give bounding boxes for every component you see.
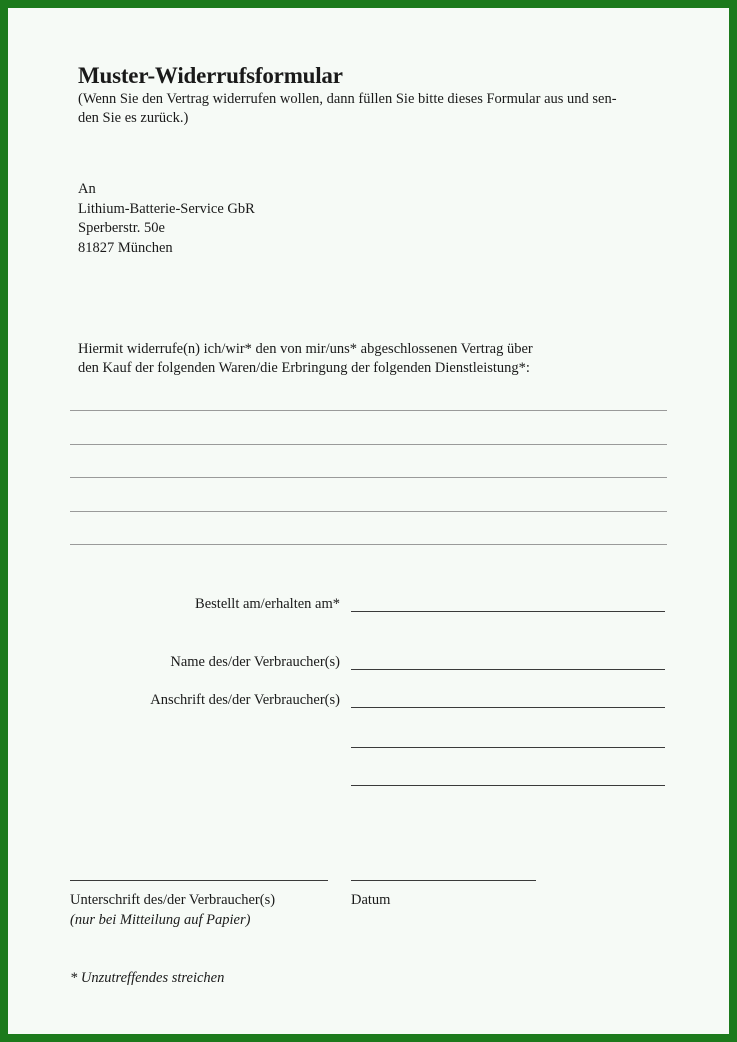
- goods-line-1[interactable]: [70, 410, 667, 411]
- consumer-name-line[interactable]: [351, 669, 665, 670]
- withdrawal-declaration: [78, 340, 638, 378]
- goods-line-5[interactable]: [70, 544, 667, 545]
- date-label: Datum: [351, 892, 391, 908]
- recipient-to: An: [78, 181, 96, 197]
- consumer-address-label: Anschrift des/der Verbraucher(s): [150, 692, 340, 708]
- instruction-line-1: (Wenn Sie den Vertrag widerrufen wollen, dann füllen Sie bitte dieses Formular aus und sen-: [78, 91, 617, 107]
- recipient-address: [78, 180, 255, 258]
- recipient-city: 81827 München: [78, 239, 173, 256]
- instruction-text: [78, 90, 676, 128]
- instruction-line-2: den Sie es zurück.): [78, 110, 189, 126]
- signature-label: Unterschrift des/der Verbraucher(s): [70, 892, 276, 908]
- form-title: Muster-Widerrufsformular: [78, 63, 343, 88]
- goods-line-3[interactable]: [70, 477, 667, 478]
- goods-line-2[interactable]: [70, 444, 667, 445]
- ordered-received-label: Bestellt am/erhalten am*: [195, 596, 340, 612]
- signature-line[interactable]: [70, 880, 328, 881]
- footnote: * Unzutreffendes streichen: [70, 970, 225, 986]
- date-line[interactable]: [351, 880, 536, 881]
- consumer-name-label: Name des/der Verbraucher(s): [170, 654, 340, 670]
- consumer-address-line-2[interactable]: [351, 747, 665, 748]
- signature-note: (nur bei Mitteilung auf Papier): [70, 912, 251, 928]
- recipient-company: Lithium-Batterie-Service GbR: [78, 200, 255, 217]
- goods-line-4[interactable]: [70, 511, 667, 512]
- consumer-address-line-3[interactable]: [351, 785, 665, 786]
- ordered-received-line[interactable]: [351, 611, 665, 612]
- declaration-line-1: Hiermit widerrufe(n) ich/wir* den von mir/uns* abgeschlossenen Vertrag über: [78, 341, 533, 357]
- recipient-street: Sperberstr. 50e: [78, 220, 165, 236]
- declaration-line-2: den Kauf der folgenden Waren/die Erbringung der folgenden Dienstleistung*:: [78, 360, 530, 376]
- consumer-address-line-1[interactable]: [351, 707, 665, 708]
